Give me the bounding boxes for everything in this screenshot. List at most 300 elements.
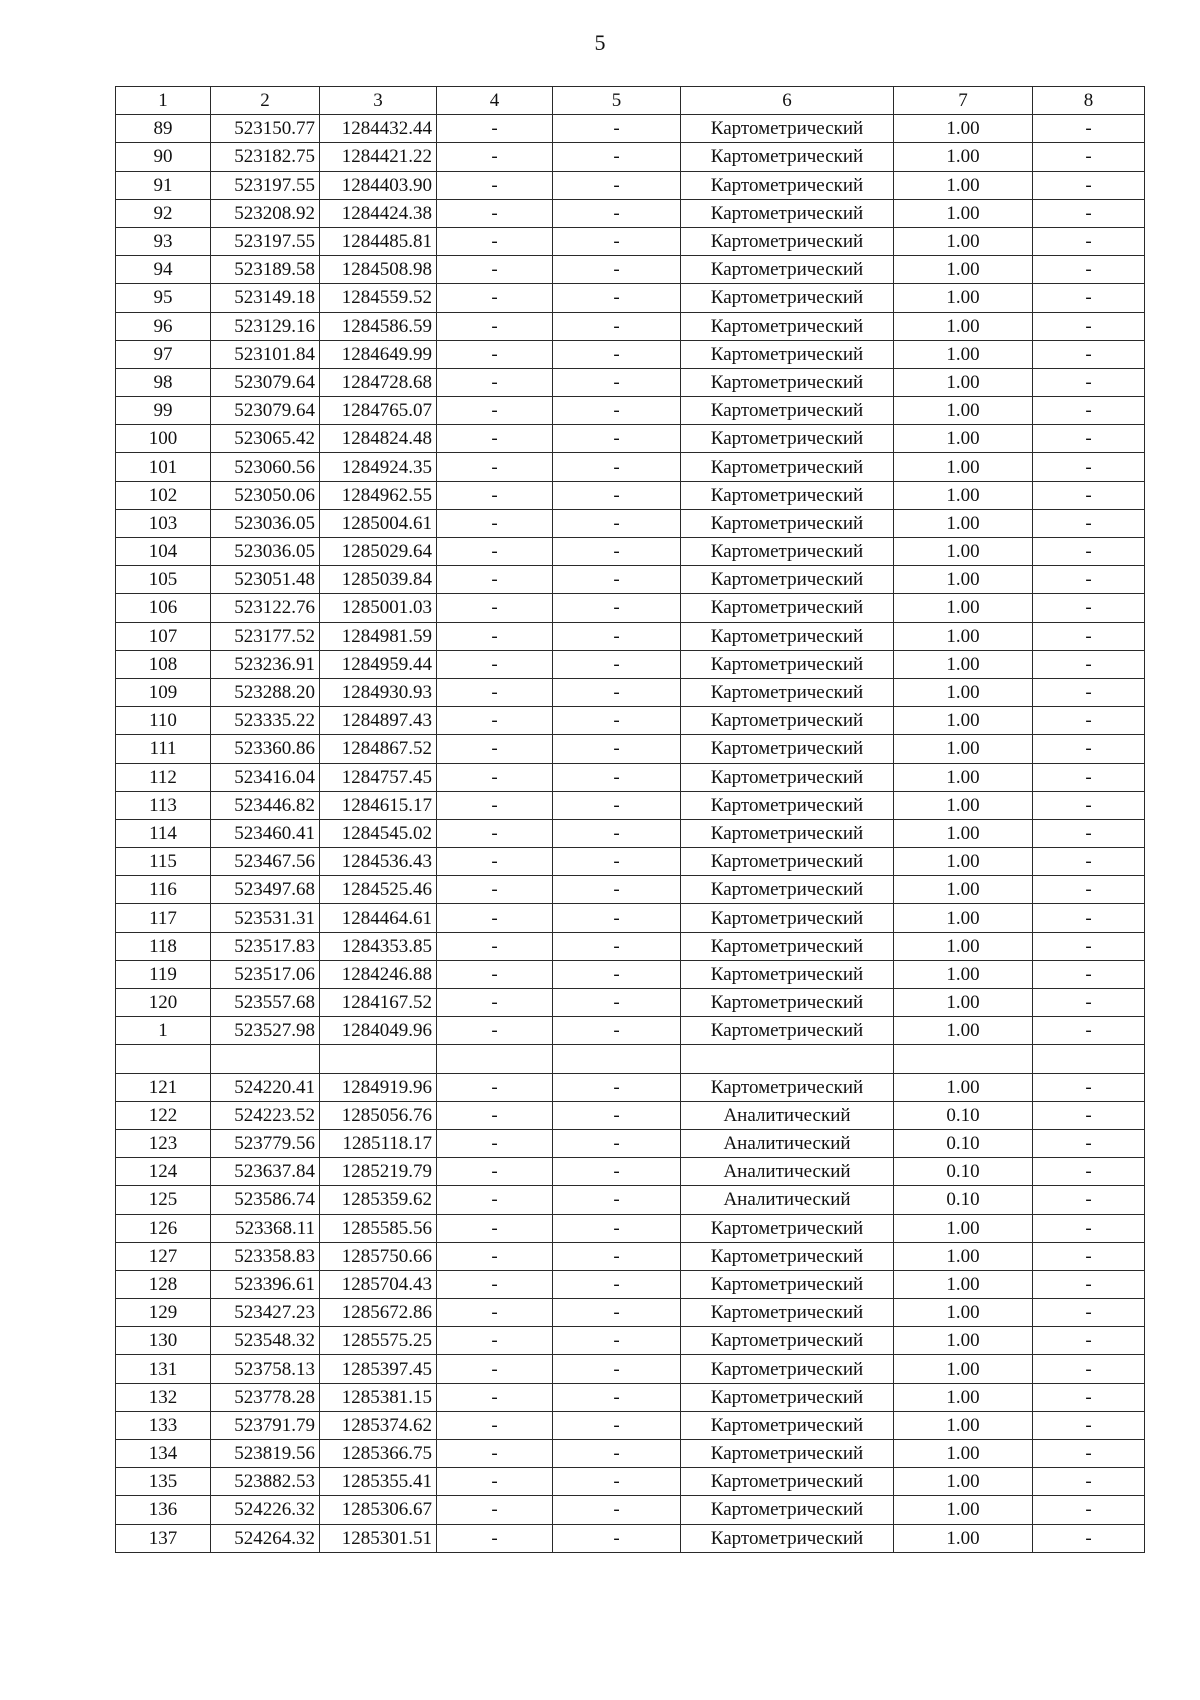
method-cell: Картометрический <box>681 735 894 763</box>
column-8-cell: - <box>1033 904 1145 932</box>
method-cell: Картометрический <box>681 566 894 594</box>
column-4-cell: - <box>437 481 553 509</box>
accuracy-cell: 1.00 <box>894 735 1033 763</box>
table-row <box>116 1158 1145 1186</box>
column-8-cell: - <box>1033 960 1145 988</box>
method-cell: Картометрический <box>681 989 894 1017</box>
accuracy-cell: 1.00 <box>894 199 1033 227</box>
column-8-cell: - <box>1033 678 1145 706</box>
column-4-cell: - <box>437 1242 553 1270</box>
point-number-cell: 103 <box>116 509 211 537</box>
method-cell: Картометрический <box>681 538 894 566</box>
y-coordinate-cell: 1285004.61 <box>320 509 437 537</box>
table-row <box>116 1186 1145 1214</box>
column-4-cell: - <box>437 904 553 932</box>
point-number-cell: 136 <box>116 1496 211 1524</box>
column-4-cell: - <box>437 340 553 368</box>
column-8-cell: - <box>1033 397 1145 425</box>
method-cell: Картометрический <box>681 1440 894 1468</box>
y-coordinate-cell: 1284424.38 <box>320 199 437 227</box>
method-cell: Картометрический <box>681 171 894 199</box>
accuracy-cell: 1.00 <box>894 1017 1033 1045</box>
column-4-cell: - <box>437 1129 553 1157</box>
method-cell: Картометрический <box>681 932 894 960</box>
table-header-row <box>116 87 1145 115</box>
column-4-cell: - <box>437 171 553 199</box>
table-row <box>116 143 1145 171</box>
accuracy-cell: 1.00 <box>894 932 1033 960</box>
column-5-cell: - <box>553 1073 681 1101</box>
column-5-cell: - <box>553 312 681 340</box>
method-cell: Картометрический <box>681 594 894 622</box>
column-5-cell: - <box>553 256 681 284</box>
accuracy-cell: 1.00 <box>894 284 1033 312</box>
accuracy-cell: 1.00 <box>894 1242 1033 1270</box>
y-coordinate-cell: 1284867.52 <box>320 735 437 763</box>
table-row <box>116 932 1145 960</box>
column-5-cell: - <box>553 1158 681 1186</box>
x-coordinate-cell: 524223.52 <box>211 1101 320 1129</box>
method-cell: Картометрический <box>681 763 894 791</box>
method-cell: Картометрический <box>681 1496 894 1524</box>
column-5-cell: - <box>553 960 681 988</box>
coordinates-table <box>115 86 1145 1553</box>
table-row <box>116 425 1145 453</box>
column-4-cell: - <box>437 1355 553 1383</box>
table-row <box>116 115 1145 143</box>
table-row <box>116 1327 1145 1355</box>
column-8-cell: - <box>1033 1355 1145 1383</box>
x-coordinate-cell: 523368.11 <box>211 1214 320 1242</box>
point-number-cell: 118 <box>116 932 211 960</box>
table-row <box>116 1073 1145 1101</box>
table-row <box>116 340 1145 368</box>
point-number-cell: 97 <box>116 340 211 368</box>
point-number-cell: 102 <box>116 481 211 509</box>
method-cell: Картометрический <box>681 1242 894 1270</box>
accuracy-cell: 1.00 <box>894 340 1033 368</box>
point-number-cell: 137 <box>116 1524 211 1552</box>
x-coordinate-cell: 523557.68 <box>211 989 320 1017</box>
accuracy-cell: 1.00 <box>894 143 1033 171</box>
x-coordinate-cell: 523150.77 <box>211 115 320 143</box>
column-5-cell: - <box>553 1017 681 1045</box>
point-number-cell: 126 <box>116 1214 211 1242</box>
column-header: 1 <box>116 87 211 115</box>
y-coordinate-cell: 1284824.48 <box>320 425 437 453</box>
column-5-cell: - <box>553 1411 681 1439</box>
column-4-cell: - <box>437 650 553 678</box>
table-row <box>116 989 1145 1017</box>
column-4-cell: - <box>437 199 553 227</box>
point-number-cell: 107 <box>116 622 211 650</box>
column-5-cell: - <box>553 791 681 819</box>
y-coordinate-cell: 1285355.41 <box>320 1468 437 1496</box>
y-coordinate-cell: 1284246.88 <box>320 960 437 988</box>
method-cell: Картометрический <box>681 1524 894 1552</box>
table-row <box>116 1242 1145 1270</box>
x-coordinate-cell: 523197.55 <box>211 171 320 199</box>
table-row <box>116 622 1145 650</box>
column-4-cell: - <box>437 509 553 537</box>
accuracy-cell: 1.00 <box>894 650 1033 678</box>
table-row <box>116 538 1145 566</box>
accuracy-cell: 1.00 <box>894 1214 1033 1242</box>
column-4-cell: - <box>437 678 553 706</box>
table-row <box>116 735 1145 763</box>
column-8-cell: - <box>1033 763 1145 791</box>
y-coordinate-cell: 1284649.99 <box>320 340 437 368</box>
accuracy-cell: 1.00 <box>894 1383 1033 1411</box>
method-cell: Картометрический <box>681 509 894 537</box>
column-5-cell: - <box>553 1355 681 1383</box>
column-8-cell: - <box>1033 1496 1145 1524</box>
column-4-cell: - <box>437 397 553 425</box>
column-header: 7 <box>894 87 1033 115</box>
point-number-cell: 134 <box>116 1440 211 1468</box>
column-4-cell: - <box>437 1158 553 1186</box>
column-4-cell: - <box>437 932 553 960</box>
y-coordinate-cell: 1284421.22 <box>320 143 437 171</box>
table-row <box>116 1383 1145 1411</box>
x-coordinate-cell: 523050.06 <box>211 481 320 509</box>
y-coordinate-cell <box>320 1045 437 1073</box>
x-coordinate-cell: 523446.82 <box>211 791 320 819</box>
table-row <box>116 256 1145 284</box>
column-8-cell: - <box>1033 1468 1145 1496</box>
x-coordinate-cell: 524226.32 <box>211 1496 320 1524</box>
table-row <box>116 876 1145 904</box>
y-coordinate-cell: 1284432.44 <box>320 115 437 143</box>
point-number-cell: 115 <box>116 848 211 876</box>
column-5-cell: - <box>553 763 681 791</box>
x-coordinate-cell: 523778.28 <box>211 1383 320 1411</box>
y-coordinate-cell: 1285306.67 <box>320 1496 437 1524</box>
x-coordinate-cell: 523122.76 <box>211 594 320 622</box>
point-number-cell: 90 <box>116 143 211 171</box>
table-row <box>116 453 1145 481</box>
y-coordinate-cell: 1285056.76 <box>320 1101 437 1129</box>
table-row <box>116 199 1145 227</box>
x-coordinate-cell: 523531.31 <box>211 904 320 932</box>
column-8-cell: - <box>1033 284 1145 312</box>
x-coordinate-cell <box>211 1045 320 1073</box>
table-row <box>116 1299 1145 1327</box>
x-coordinate-cell: 523129.16 <box>211 312 320 340</box>
method-cell: Картометрический <box>681 1214 894 1242</box>
column-8-cell: - <box>1033 256 1145 284</box>
y-coordinate-cell: 1285029.64 <box>320 538 437 566</box>
method-cell: Картометрический <box>681 143 894 171</box>
accuracy-cell: 1.00 <box>894 566 1033 594</box>
method-cell: Аналитический <box>681 1158 894 1186</box>
y-coordinate-cell: 1284464.61 <box>320 904 437 932</box>
table-row <box>116 707 1145 735</box>
y-coordinate-cell: 1284728.68 <box>320 368 437 396</box>
x-coordinate-cell: 523819.56 <box>211 1440 320 1468</box>
table-row <box>116 397 1145 425</box>
accuracy-cell: 1.00 <box>894 312 1033 340</box>
column-8-cell: - <box>1033 1158 1145 1186</box>
column-8-cell: - <box>1033 1073 1145 1101</box>
x-coordinate-cell: 523427.23 <box>211 1299 320 1327</box>
column-4-cell <box>437 1045 553 1073</box>
column-4-cell: - <box>437 1496 553 1524</box>
accuracy-cell: 1.00 <box>894 876 1033 904</box>
column-4-cell: - <box>437 848 553 876</box>
column-5-cell: - <box>553 143 681 171</box>
x-coordinate-cell: 523396.61 <box>211 1270 320 1298</box>
accuracy-cell: 1.00 <box>894 453 1033 481</box>
column-5-cell: - <box>553 1242 681 1270</box>
x-coordinate-cell: 523637.84 <box>211 1158 320 1186</box>
column-8-cell: - <box>1033 791 1145 819</box>
method-cell: Картометрический <box>681 1468 894 1496</box>
column-4-cell: - <box>437 115 553 143</box>
column-5-cell: - <box>553 538 681 566</box>
column-5-cell: - <box>553 1186 681 1214</box>
x-coordinate-cell: 523060.56 <box>211 453 320 481</box>
column-4-cell: - <box>437 1017 553 1045</box>
y-coordinate-cell: 1284924.35 <box>320 453 437 481</box>
y-coordinate-cell: 1284049.96 <box>320 1017 437 1045</box>
y-coordinate-cell: 1284615.17 <box>320 791 437 819</box>
column-4-cell: - <box>437 1101 553 1129</box>
y-coordinate-cell: 1285585.56 <box>320 1214 437 1242</box>
method-cell: Картометрический <box>681 876 894 904</box>
column-5-cell: - <box>553 594 681 622</box>
table-row <box>116 284 1145 312</box>
y-coordinate-cell: 1284485.81 <box>320 227 437 255</box>
point-number-cell: 133 <box>116 1411 211 1439</box>
table-row <box>116 791 1145 819</box>
column-8-cell: - <box>1033 227 1145 255</box>
point-number-cell: 119 <box>116 960 211 988</box>
column-4-cell: - <box>437 453 553 481</box>
table-row <box>116 1101 1145 1129</box>
accuracy-cell: 1.00 <box>894 1299 1033 1327</box>
table-row <box>116 1496 1145 1524</box>
column-5-cell: - <box>553 735 681 763</box>
point-number-cell: 96 <box>116 312 211 340</box>
table-row <box>116 1214 1145 1242</box>
accuracy-cell: 1.00 <box>894 538 1033 566</box>
accuracy-cell: 1.00 <box>894 904 1033 932</box>
column-4-cell: - <box>437 1383 553 1411</box>
x-coordinate-cell: 523467.56 <box>211 848 320 876</box>
y-coordinate-cell: 1284508.98 <box>320 256 437 284</box>
column-8-cell: - <box>1033 848 1145 876</box>
x-coordinate-cell: 523197.55 <box>211 227 320 255</box>
method-cell: Аналитический <box>681 1129 894 1157</box>
column-5-cell: - <box>553 566 681 594</box>
table-row <box>116 1524 1145 1552</box>
table-row <box>116 1411 1145 1439</box>
column-8-cell: - <box>1033 538 1145 566</box>
x-coordinate-cell: 523036.05 <box>211 509 320 537</box>
column-header: 3 <box>320 87 437 115</box>
accuracy-cell: 1.00 <box>894 1073 1033 1101</box>
accuracy-cell: 1.00 <box>894 1327 1033 1355</box>
point-number-cell: 95 <box>116 284 211 312</box>
x-coordinate-cell: 523101.84 <box>211 340 320 368</box>
column-header: 8 <box>1033 87 1145 115</box>
accuracy-cell <box>894 1045 1033 1073</box>
x-coordinate-cell: 523182.75 <box>211 143 320 171</box>
column-8-cell: - <box>1033 1524 1145 1552</box>
column-5-cell: - <box>553 904 681 932</box>
accuracy-cell: 1.00 <box>894 115 1033 143</box>
column-8-cell: - <box>1033 1270 1145 1298</box>
point-number-cell: 128 <box>116 1270 211 1298</box>
y-coordinate-cell: 1284981.59 <box>320 622 437 650</box>
point-number-cell: 91 <box>116 171 211 199</box>
point-number-cell: 130 <box>116 1327 211 1355</box>
y-coordinate-cell: 1285366.75 <box>320 1440 437 1468</box>
accuracy-cell: 0.10 <box>894 1101 1033 1129</box>
point-number-cell: 104 <box>116 538 211 566</box>
accuracy-cell: 1.00 <box>894 763 1033 791</box>
table-row <box>116 1129 1145 1157</box>
table-row <box>116 960 1145 988</box>
column-header: 2 <box>211 87 320 115</box>
point-number-cell <box>116 1045 211 1073</box>
method-cell: Картометрический <box>681 199 894 227</box>
column-8-cell: - <box>1033 932 1145 960</box>
y-coordinate-cell: 1284765.07 <box>320 397 437 425</box>
point-number-cell: 127 <box>116 1242 211 1270</box>
accuracy-cell: 1.00 <box>894 368 1033 396</box>
column-8-cell: - <box>1033 1411 1145 1439</box>
y-coordinate-cell: 1284757.45 <box>320 763 437 791</box>
accuracy-cell: 1.00 <box>894 1440 1033 1468</box>
table-row <box>116 819 1145 847</box>
table-row <box>116 312 1145 340</box>
point-number-cell: 99 <box>116 397 211 425</box>
point-number-cell: 110 <box>116 707 211 735</box>
column-4-cell: - <box>437 312 553 340</box>
y-coordinate-cell: 1285374.62 <box>320 1411 437 1439</box>
point-number-cell: 116 <box>116 876 211 904</box>
column-4-cell: - <box>437 819 553 847</box>
point-number-cell: 131 <box>116 1355 211 1383</box>
x-coordinate-cell: 524264.32 <box>211 1524 320 1552</box>
method-cell: Картометрический <box>681 256 894 284</box>
accuracy-cell: 1.00 <box>894 256 1033 284</box>
point-number-cell: 92 <box>116 199 211 227</box>
y-coordinate-cell: 1284930.93 <box>320 678 437 706</box>
column-5-cell: - <box>553 171 681 199</box>
column-5-cell: - <box>553 819 681 847</box>
x-coordinate-cell: 523079.64 <box>211 368 320 396</box>
column-8-cell: - <box>1033 594 1145 622</box>
column-5-cell <box>553 1045 681 1073</box>
point-number-cell: 1 <box>116 1017 211 1045</box>
column-8-cell: - <box>1033 368 1145 396</box>
column-5-cell: - <box>553 1496 681 1524</box>
column-4-cell: - <box>437 1411 553 1439</box>
point-number-cell: 123 <box>116 1129 211 1157</box>
accuracy-cell: 1.00 <box>894 678 1033 706</box>
accuracy-cell: 1.00 <box>894 1524 1033 1552</box>
table-row <box>116 481 1145 509</box>
column-8-cell: - <box>1033 1129 1145 1157</box>
column-8-cell: - <box>1033 1242 1145 1270</box>
column-4-cell: - <box>437 538 553 566</box>
column-8-cell: - <box>1033 143 1145 171</box>
column-4-cell: - <box>437 227 553 255</box>
x-coordinate-cell: 523517.06 <box>211 960 320 988</box>
column-8-cell: - <box>1033 1101 1145 1129</box>
point-number-cell: 121 <box>116 1073 211 1101</box>
x-coordinate-cell: 523779.56 <box>211 1129 320 1157</box>
column-8-cell: - <box>1033 876 1145 904</box>
column-5-cell: - <box>553 707 681 735</box>
table-row <box>116 594 1145 622</box>
method-cell: Картометрический <box>681 425 894 453</box>
column-8-cell: - <box>1033 425 1145 453</box>
method-cell: Картометрический <box>681 791 894 819</box>
column-8-cell: - <box>1033 1299 1145 1327</box>
column-4-cell: - <box>437 735 553 763</box>
column-header: 6 <box>681 87 894 115</box>
table-row <box>116 1355 1145 1383</box>
point-number-cell: 132 <box>116 1383 211 1411</box>
column-5-cell: - <box>553 340 681 368</box>
x-coordinate-cell: 523548.32 <box>211 1327 320 1355</box>
accuracy-cell: 1.00 <box>894 1468 1033 1496</box>
column-8-cell: - <box>1033 1186 1145 1214</box>
column-4-cell: - <box>437 1327 553 1355</box>
point-number-cell: 124 <box>116 1158 211 1186</box>
y-coordinate-cell: 1285359.62 <box>320 1186 437 1214</box>
table-body <box>116 87 1145 1553</box>
table-row <box>116 509 1145 537</box>
accuracy-cell: 0.10 <box>894 1129 1033 1157</box>
column-4-cell: - <box>437 284 553 312</box>
x-coordinate-cell: 523758.13 <box>211 1355 320 1383</box>
column-8-cell <box>1033 1045 1145 1073</box>
x-coordinate-cell: 523177.52 <box>211 622 320 650</box>
method-cell: Картометрический <box>681 453 894 481</box>
column-4-cell: - <box>437 763 553 791</box>
y-coordinate-cell: 1284959.44 <box>320 650 437 678</box>
y-coordinate-cell: 1284167.52 <box>320 989 437 1017</box>
x-coordinate-cell: 523335.22 <box>211 707 320 735</box>
column-8-cell: - <box>1033 1440 1145 1468</box>
column-8-cell: - <box>1033 312 1145 340</box>
column-4-cell: - <box>437 425 553 453</box>
accuracy-cell: 1.00 <box>894 1411 1033 1439</box>
point-number-cell: 109 <box>116 678 211 706</box>
accuracy-cell: 1.00 <box>894 171 1033 199</box>
point-number-cell: 100 <box>116 425 211 453</box>
column-5-cell: - <box>553 1524 681 1552</box>
x-coordinate-cell: 523497.68 <box>211 876 320 904</box>
column-8-cell: - <box>1033 481 1145 509</box>
column-5-cell: - <box>553 284 681 312</box>
point-number-cell: 101 <box>116 453 211 481</box>
x-coordinate-cell: 523527.98 <box>211 1017 320 1045</box>
column-4-cell: - <box>437 594 553 622</box>
column-5-cell: - <box>553 622 681 650</box>
y-coordinate-cell: 1285001.03 <box>320 594 437 622</box>
column-4-cell: - <box>437 368 553 396</box>
accuracy-cell: 1.00 <box>894 594 1033 622</box>
y-coordinate-cell: 1284962.55 <box>320 481 437 509</box>
column-4-cell: - <box>437 1186 553 1214</box>
x-coordinate-cell: 523358.83 <box>211 1242 320 1270</box>
